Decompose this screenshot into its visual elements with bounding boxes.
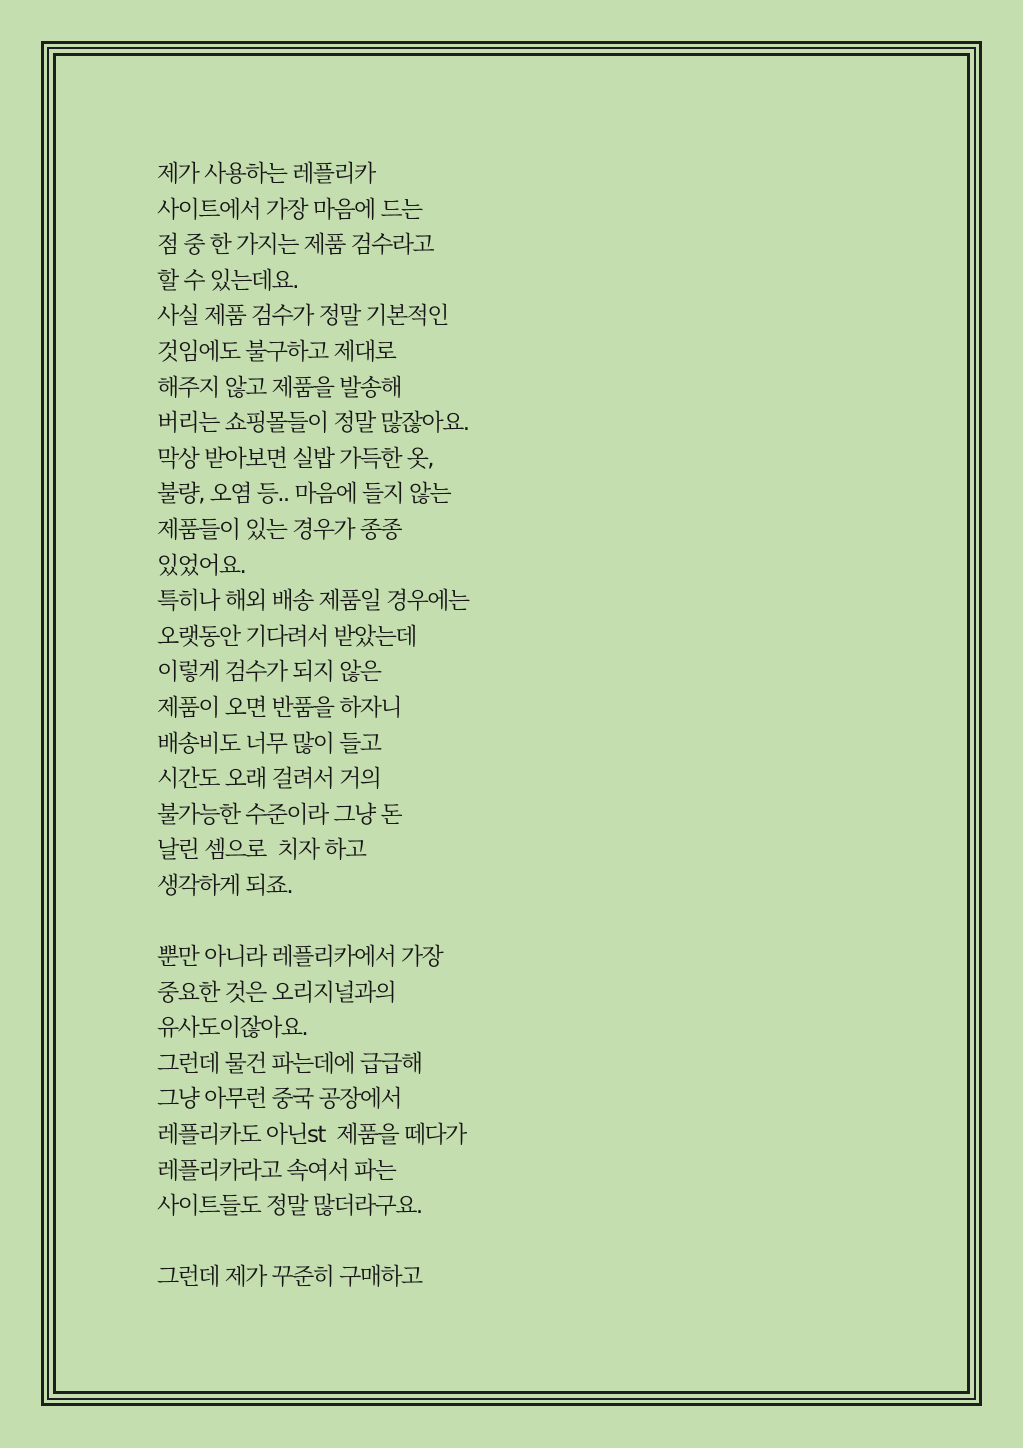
- text-line: 사이트들도 정말 많더라구요.: [157, 1193, 422, 1220]
- paragraph-gap: [157, 904, 857, 940]
- text-line: 배송비도 너무 많이 들고: [157, 730, 381, 757]
- paragraph: [157, 940, 857, 1225]
- text-line: 그냥 아무런 중국 공장에서: [157, 1086, 401, 1113]
- text-line: 뿐만 아니라 레플리카에서 가장: [157, 944, 443, 971]
- text-line: 제가 사용하는 레플리카: [157, 161, 375, 187]
- text-line: 해주지 않고 제품을 발송해: [157, 374, 401, 401]
- text-line: 날린 셈으로 치자 하고: [157, 837, 366, 864]
- paragraph: [157, 1260, 857, 1296]
- text-line: 것임에도 불구하고 제대로: [157, 338, 396, 365]
- paragraph: [157, 157, 857, 904]
- text-line: 제품이 오면 반품을 하자니: [157, 694, 401, 721]
- text-line: 그런데 물건 파는데에 급급해: [157, 1050, 422, 1077]
- text-line: 불량, 오염 등.. 마음에 들지 않는: [157, 481, 451, 508]
- text-line: 할 수 있는데요.: [157, 267, 298, 294]
- paragraph-gap: [157, 1225, 857, 1261]
- text-line: 사이트에서 가장 마음에 드는: [157, 196, 422, 223]
- text-line: 불가능한 수준이라 그냥 돈: [157, 801, 401, 828]
- text-line: 막상 받아보면 실밥 가득한 옷,: [157, 445, 433, 472]
- text-line: 특히나 해외 배송 제품일 경우에는: [157, 588, 469, 615]
- text-line: 제품들이 있는 경우가 종종: [157, 516, 401, 543]
- text-line: 있었어요.: [157, 552, 246, 579]
- text-line: 그런데 제가 꾸준히 구매하고: [157, 1264, 422, 1291]
- text-line: 점 중 한 가지는 제품 검수라고: [157, 232, 433, 259]
- text-line: 오랫동안 기다려서 받았는데: [157, 623, 416, 650]
- text-line: 생각하게 되죠.: [157, 872, 293, 899]
- text-line: 레플리카도 아닌st 제품을 떼다가: [157, 1122, 466, 1149]
- body-text: [157, 157, 857, 1296]
- text-line: 시간도 오래 걸려서 거의: [157, 766, 381, 793]
- text-line: 사실 제품 검수가 정말 기본적인: [157, 303, 448, 330]
- text-line: 버리는 쇼핑몰들이 정말 많잖아요.: [157, 410, 469, 437]
- text-line: 이렇게 검수가 되지 않은: [157, 659, 381, 686]
- text-line: 중요한 것은 오리지널과의: [157, 979, 396, 1006]
- text-line: 유사도이잖아요.: [157, 1015, 308, 1042]
- text-line: 레플리카라고 속여서 파는: [157, 1157, 396, 1184]
